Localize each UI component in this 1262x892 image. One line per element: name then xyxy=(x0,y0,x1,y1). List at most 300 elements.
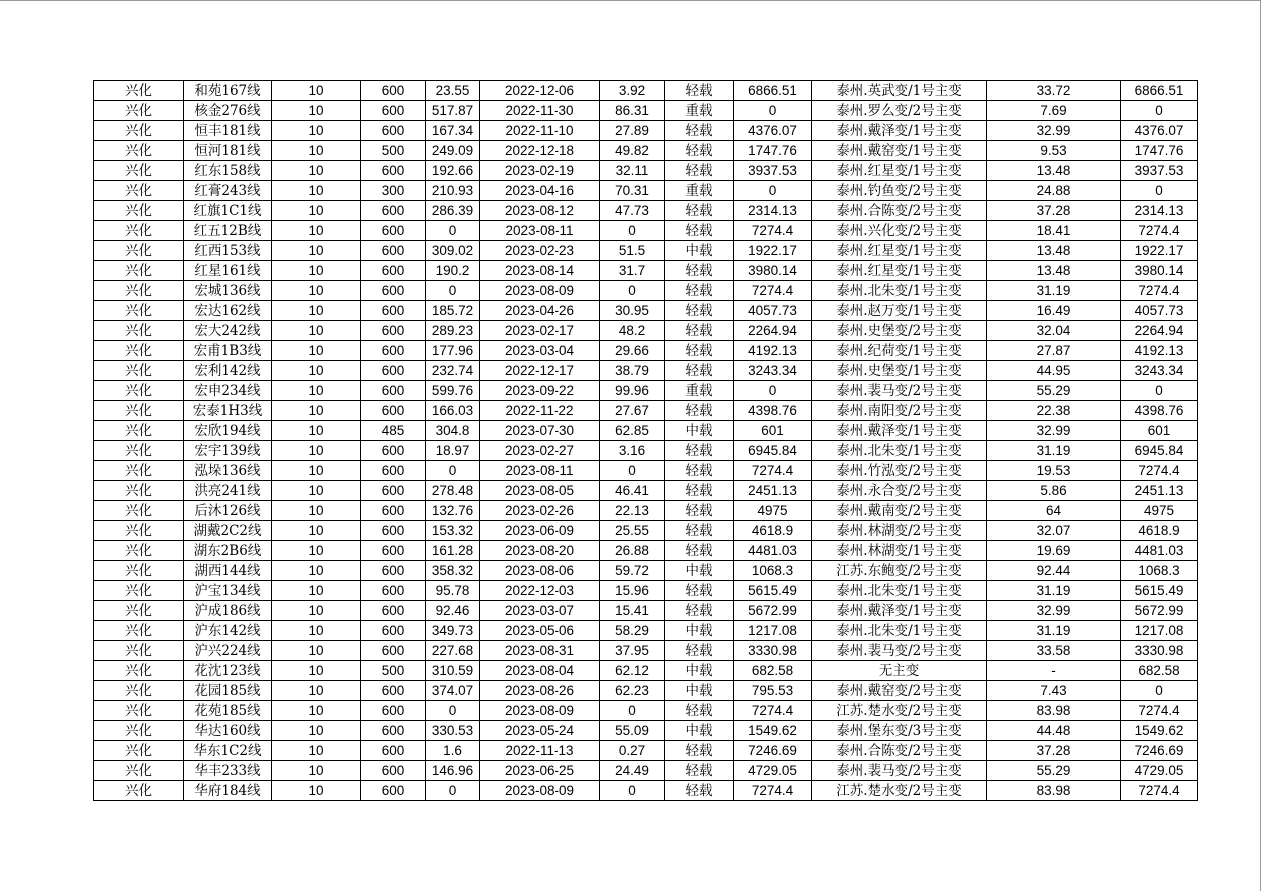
voltage-cell: 10 xyxy=(272,161,361,181)
load-value-cell: 599.76 xyxy=(426,381,480,401)
capacity-cell: 600 xyxy=(361,481,426,501)
transformer-rate-cell: 19.53 xyxy=(987,461,1121,481)
voltage-cell: 10 xyxy=(272,401,361,421)
capacity-cell: 600 xyxy=(361,741,426,761)
region-cell: 兴化 xyxy=(94,461,184,481)
transformer-cell: 泰州.戴南变/2号主变 xyxy=(812,501,987,521)
remaining-capacity-cell: 1217.08 xyxy=(1121,621,1198,641)
line-name-cell: 泓垛136线 xyxy=(184,461,272,481)
load-rate-cell: 27.89 xyxy=(600,121,665,141)
line-name-cell: 红星161线 xyxy=(184,261,272,281)
table-row xyxy=(94,661,1198,681)
region-cell: 兴化 xyxy=(94,341,184,361)
load-rate-cell: 3.92 xyxy=(600,81,665,101)
region-cell: 兴化 xyxy=(94,481,184,501)
available-capacity-cell: 7246.69 xyxy=(734,741,812,761)
capacity-cell: 600 xyxy=(361,281,426,301)
load-status-cell: 轻载 xyxy=(665,601,734,621)
transformer-cell: 泰州.北朱变/1号主变 xyxy=(812,281,987,301)
date-cell: 2023-06-09 xyxy=(480,521,600,541)
load-value-cell: 18.97 xyxy=(426,441,480,461)
transformer-rate-cell: 16.49 xyxy=(987,301,1121,321)
line-name-cell: 华府184线 xyxy=(184,781,272,801)
voltage-cell: 10 xyxy=(272,381,361,401)
remaining-capacity-cell: 5615.49 xyxy=(1121,581,1198,601)
load-status-cell: 重载 xyxy=(665,101,734,121)
load-status-cell: 中载 xyxy=(665,681,734,701)
load-rate-cell: 48.2 xyxy=(600,321,665,341)
date-cell: 2023-02-23 xyxy=(480,241,600,261)
region-cell: 兴化 xyxy=(94,101,184,121)
voltage-cell: 10 xyxy=(272,701,361,721)
date-cell: 2023-04-16 xyxy=(480,181,600,201)
region-cell: 兴化 xyxy=(94,741,184,761)
available-capacity-cell: 682.58 xyxy=(734,661,812,681)
date-cell: 2023-08-26 xyxy=(480,681,600,701)
capacity-cell: 600 xyxy=(361,521,426,541)
load-value-cell: 210.93 xyxy=(426,181,480,201)
available-capacity-cell: 2451.13 xyxy=(734,481,812,501)
capacity-cell: 485 xyxy=(361,421,426,441)
load-status-cell: 轻载 xyxy=(665,401,734,421)
available-capacity-cell: 795.53 xyxy=(734,681,812,701)
voltage-cell: 10 xyxy=(272,341,361,361)
capacity-cell: 600 xyxy=(361,121,426,141)
voltage-cell: 10 xyxy=(272,561,361,581)
capacity-cell: 600 xyxy=(361,721,426,741)
transformer-rate-cell: 27.87 xyxy=(987,341,1121,361)
line-name-cell: 红西153线 xyxy=(184,241,272,261)
load-status-cell: 轻载 xyxy=(665,321,734,341)
remaining-capacity-cell: 3980.14 xyxy=(1121,261,1198,281)
load-status-cell: 轻载 xyxy=(665,441,734,461)
transformer-cell: 泰州.永合变/2号主变 xyxy=(812,481,987,501)
load-status-cell: 轻载 xyxy=(665,581,734,601)
voltage-cell: 10 xyxy=(272,361,361,381)
region-cell: 兴化 xyxy=(94,541,184,561)
transformer-rate-cell: 22.38 xyxy=(987,401,1121,421)
load-value-cell: 23.55 xyxy=(426,81,480,101)
capacity-cell: 300 xyxy=(361,181,426,201)
capacity-cell: 600 xyxy=(361,601,426,621)
remaining-capacity-cell: 3243.34 xyxy=(1121,361,1198,381)
line-name-cell: 后沐126线 xyxy=(184,501,272,521)
load-status-cell: 中载 xyxy=(665,241,734,261)
voltage-cell: 10 xyxy=(272,581,361,601)
load-value-cell: 167.34 xyxy=(426,121,480,141)
voltage-cell: 10 xyxy=(272,261,361,281)
transformer-cell: 泰州.南阳变/2号主变 xyxy=(812,401,987,421)
transformer-cell: 泰州.林湖变/1号主变 xyxy=(812,541,987,561)
available-capacity-cell: 7274.4 xyxy=(734,701,812,721)
load-rate-cell: 22.13 xyxy=(600,501,665,521)
line-name-cell: 华东1C2线 xyxy=(184,741,272,761)
voltage-cell: 10 xyxy=(272,181,361,201)
transformer-rate-cell: 33.58 xyxy=(987,641,1121,661)
capacity-cell: 600 xyxy=(361,321,426,341)
transformer-cell: 江苏.楚水变/2号主变 xyxy=(812,781,987,801)
line-name-cell: 宏大242线 xyxy=(184,321,272,341)
capacity-cell: 600 xyxy=(361,261,426,281)
available-capacity-cell: 1922.17 xyxy=(734,241,812,261)
date-cell: 2023-08-14 xyxy=(480,261,600,281)
load-rate-cell: 99.96 xyxy=(600,381,665,401)
load-rate-cell: 62.85 xyxy=(600,421,665,441)
table-body xyxy=(94,81,1198,801)
remaining-capacity-cell: 1747.76 xyxy=(1121,141,1198,161)
capacity-cell: 600 xyxy=(361,621,426,641)
load-status-cell: 轻载 xyxy=(665,161,734,181)
load-value-cell: 161.28 xyxy=(426,541,480,561)
region-cell: 兴化 xyxy=(94,281,184,301)
load-status-cell: 重载 xyxy=(665,181,734,201)
transformer-cell: 泰州.戴泽变/1号主变 xyxy=(812,121,987,141)
load-rate-cell: 32.11 xyxy=(600,161,665,181)
table-row xyxy=(94,501,1198,521)
voltage-cell: 10 xyxy=(272,721,361,741)
date-cell: 2023-05-24 xyxy=(480,721,600,741)
load-rate-cell: 62.23 xyxy=(600,681,665,701)
remaining-capacity-cell: 0 xyxy=(1121,681,1198,701)
date-cell: 2023-03-07 xyxy=(480,601,600,621)
capacity-cell: 600 xyxy=(361,701,426,721)
load-status-cell: 中载 xyxy=(665,661,734,681)
table-row xyxy=(94,581,1198,601)
available-capacity-cell: 1217.08 xyxy=(734,621,812,641)
load-value-cell: 0 xyxy=(426,281,480,301)
capacity-cell: 600 xyxy=(361,381,426,401)
load-rate-cell: 46.41 xyxy=(600,481,665,501)
table-row xyxy=(94,461,1198,481)
date-cell: 2023-08-04 xyxy=(480,661,600,681)
load-rate-cell: 30.95 xyxy=(600,301,665,321)
line-name-cell: 沪兴224线 xyxy=(184,641,272,661)
load-value-cell: 227.68 xyxy=(426,641,480,661)
capacity-cell: 600 xyxy=(361,441,426,461)
transformer-rate-cell: 37.28 xyxy=(987,201,1121,221)
capacity-cell: 500 xyxy=(361,661,426,681)
load-value-cell: 0 xyxy=(426,781,480,801)
transformer-rate-cell: 7.43 xyxy=(987,681,1121,701)
available-capacity-cell: 7274.4 xyxy=(734,781,812,801)
capacity-cell: 600 xyxy=(361,161,426,181)
voltage-cell: 10 xyxy=(272,141,361,161)
load-value-cell: 289.23 xyxy=(426,321,480,341)
transformer-rate-cell: 83.98 xyxy=(987,781,1121,801)
load-value-cell: 166.03 xyxy=(426,401,480,421)
capacity-cell: 600 xyxy=(361,641,426,661)
transformer-rate-cell: 92.44 xyxy=(987,561,1121,581)
available-capacity-cell: 4618.9 xyxy=(734,521,812,541)
region-cell: 兴化 xyxy=(94,701,184,721)
voltage-cell: 10 xyxy=(272,501,361,521)
transformer-cell: 泰州.红星变/1号主变 xyxy=(812,161,987,181)
voltage-cell: 10 xyxy=(272,421,361,441)
date-cell: 2023-08-20 xyxy=(480,541,600,561)
remaining-capacity-cell: 7274.4 xyxy=(1121,281,1198,301)
load-rate-cell: 0 xyxy=(600,461,665,481)
remaining-capacity-cell: 682.58 xyxy=(1121,661,1198,681)
transformer-cell: 泰州.戴泽变/1号主变 xyxy=(812,421,987,441)
line-name-cell: 宏泰1H3线 xyxy=(184,401,272,421)
capacity-cell: 600 xyxy=(361,221,426,241)
date-cell: 2023-08-05 xyxy=(480,481,600,501)
load-value-cell: 95.78 xyxy=(426,581,480,601)
line-name-cell: 宏申234线 xyxy=(184,381,272,401)
load-status-cell: 轻载 xyxy=(665,141,734,161)
load-rate-cell: 15.96 xyxy=(600,581,665,601)
line-name-cell: 红旗1C1线 xyxy=(184,201,272,221)
transformer-cell: 泰州.兴化变/2号主变 xyxy=(812,221,987,241)
capacity-cell: 600 xyxy=(361,681,426,701)
region-cell: 兴化 xyxy=(94,521,184,541)
load-value-cell: 0 xyxy=(426,701,480,721)
capacity-cell: 600 xyxy=(361,81,426,101)
date-cell: 2023-04-26 xyxy=(480,301,600,321)
remaining-capacity-cell: 4376.07 xyxy=(1121,121,1198,141)
load-rate-cell: 26.88 xyxy=(600,541,665,561)
capacity-cell: 600 xyxy=(361,761,426,781)
table-row xyxy=(94,561,1198,581)
load-rate-cell: 25.55 xyxy=(600,521,665,541)
region-cell: 兴化 xyxy=(94,641,184,661)
available-capacity-cell: 1549.62 xyxy=(734,721,812,741)
remaining-capacity-cell: 7274.4 xyxy=(1121,701,1198,721)
line-name-cell: 宏宇139线 xyxy=(184,441,272,461)
available-capacity-cell: 3980.14 xyxy=(734,261,812,281)
available-capacity-cell: 1747.76 xyxy=(734,141,812,161)
load-status-cell: 轻载 xyxy=(665,261,734,281)
date-cell: 2022-12-18 xyxy=(480,141,600,161)
line-name-cell: 核金276线 xyxy=(184,101,272,121)
capacity-cell: 600 xyxy=(361,461,426,481)
transformer-rate-cell: 24.88 xyxy=(987,181,1121,201)
table-row xyxy=(94,541,1198,561)
transformer-rate-cell: 13.48 xyxy=(987,161,1121,181)
region-cell: 兴化 xyxy=(94,501,184,521)
table-row xyxy=(94,381,1198,401)
available-capacity-cell: 2314.13 xyxy=(734,201,812,221)
available-capacity-cell: 7274.4 xyxy=(734,461,812,481)
remaining-capacity-cell: 4618.9 xyxy=(1121,521,1198,541)
table-row xyxy=(94,261,1198,281)
load-status-cell: 轻载 xyxy=(665,221,734,241)
remaining-capacity-cell: 4398.76 xyxy=(1121,401,1198,421)
transformer-cell: 泰州.裴马变/2号主变 xyxy=(812,641,987,661)
voltage-cell: 10 xyxy=(272,201,361,221)
voltage-cell: 10 xyxy=(272,301,361,321)
table-row xyxy=(94,781,1198,801)
transformer-cell: 泰州.裴马变/2号主变 xyxy=(812,761,987,781)
transformer-rate-cell: 31.19 xyxy=(987,621,1121,641)
date-cell: 2022-12-03 xyxy=(480,581,600,601)
load-value-cell: 185.72 xyxy=(426,301,480,321)
voltage-cell: 10 xyxy=(272,601,361,621)
available-capacity-cell: 1068.3 xyxy=(734,561,812,581)
load-status-cell: 轻载 xyxy=(665,301,734,321)
transformer-cell: 泰州.裴马变/2号主变 xyxy=(812,381,987,401)
line-name-cell: 沪东142线 xyxy=(184,621,272,641)
load-rate-cell: 0 xyxy=(600,701,665,721)
date-cell: 2022-12-17 xyxy=(480,361,600,381)
load-value-cell: 330.53 xyxy=(426,721,480,741)
table-row xyxy=(94,301,1198,321)
table-row xyxy=(94,101,1198,121)
table-row xyxy=(94,741,1198,761)
capacity-cell: 600 xyxy=(361,541,426,561)
transformer-rate-cell: 5.86 xyxy=(987,481,1121,501)
remaining-capacity-cell: 4481.03 xyxy=(1121,541,1198,561)
table-row xyxy=(94,281,1198,301)
transformer-cell: 泰州.戴窑变/1号主变 xyxy=(812,141,987,161)
load-rate-cell: 59.72 xyxy=(600,561,665,581)
region-cell: 兴化 xyxy=(94,221,184,241)
load-status-cell: 轻载 xyxy=(665,121,734,141)
date-cell: 2023-06-25 xyxy=(480,761,600,781)
region-cell: 兴化 xyxy=(94,381,184,401)
region-cell: 兴化 xyxy=(94,161,184,181)
remaining-capacity-cell: 0 xyxy=(1121,101,1198,121)
load-rate-cell: 0 xyxy=(600,281,665,301)
load-value-cell: 304.8 xyxy=(426,421,480,441)
load-value-cell: 286.39 xyxy=(426,201,480,221)
transformer-rate-cell: 44.95 xyxy=(987,361,1121,381)
table-row xyxy=(94,221,1198,241)
load-status-cell: 轻载 xyxy=(665,701,734,721)
available-capacity-cell: 7274.4 xyxy=(734,281,812,301)
remaining-capacity-cell: 601 xyxy=(1121,421,1198,441)
load-status-cell: 轻载 xyxy=(665,281,734,301)
available-capacity-cell: 6945.84 xyxy=(734,441,812,461)
remaining-capacity-cell: 7274.4 xyxy=(1121,461,1198,481)
transformer-cell: 泰州.北朱变/1号主变 xyxy=(812,581,987,601)
load-status-cell: 中载 xyxy=(665,621,734,641)
transformer-cell: 泰州.赵万变/1号主变 xyxy=(812,301,987,321)
available-capacity-cell: 4975 xyxy=(734,501,812,521)
load-value-cell: 278.48 xyxy=(426,481,480,501)
load-status-cell: 轻载 xyxy=(665,201,734,221)
date-cell: 2023-08-11 xyxy=(480,221,600,241)
transformer-rate-cell: 83.98 xyxy=(987,701,1121,721)
transformer-rate-cell: - xyxy=(987,661,1121,681)
transformer-rate-cell: 33.72 xyxy=(987,81,1121,101)
transformer-cell: 泰州.林湖变/2号主变 xyxy=(812,521,987,541)
voltage-cell: 10 xyxy=(272,221,361,241)
region-cell: 兴化 xyxy=(94,581,184,601)
capacity-cell: 600 xyxy=(361,781,426,801)
remaining-capacity-cell: 7274.4 xyxy=(1121,221,1198,241)
transformer-cell: 泰州.史堡变/2号主变 xyxy=(812,321,987,341)
voltage-cell: 10 xyxy=(272,441,361,461)
load-status-cell: 轻载 xyxy=(665,81,734,101)
capacity-cell: 600 xyxy=(361,561,426,581)
remaining-capacity-cell: 7246.69 xyxy=(1121,741,1198,761)
region-cell: 兴化 xyxy=(94,321,184,341)
region-cell: 兴化 xyxy=(94,141,184,161)
load-rate-cell: 0 xyxy=(600,221,665,241)
region-cell: 兴化 xyxy=(94,121,184,141)
transformer-rate-cell: 7.69 xyxy=(987,101,1121,121)
line-name-cell: 华丰233线 xyxy=(184,761,272,781)
load-rate-cell: 47.73 xyxy=(600,201,665,221)
load-value-cell: 177.96 xyxy=(426,341,480,361)
transformer-rate-cell: 31.19 xyxy=(987,441,1121,461)
load-status-cell: 轻载 xyxy=(665,741,734,761)
date-cell: 2023-09-22 xyxy=(480,381,600,401)
transformer-cell: 泰州.英武变/1号主变 xyxy=(812,81,987,101)
region-cell: 兴化 xyxy=(94,181,184,201)
table-row xyxy=(94,641,1198,661)
transformer-rate-cell: 32.99 xyxy=(987,601,1121,621)
table-row xyxy=(94,721,1198,741)
remaining-capacity-cell: 4192.13 xyxy=(1121,341,1198,361)
table-row xyxy=(94,521,1198,541)
table-row xyxy=(94,161,1198,181)
load-rate-cell: 55.09 xyxy=(600,721,665,741)
capacity-cell: 600 xyxy=(361,361,426,381)
region-cell: 兴化 xyxy=(94,401,184,421)
date-cell: 2023-08-12 xyxy=(480,201,600,221)
remaining-capacity-cell: 1068.3 xyxy=(1121,561,1198,581)
line-name-cell: 沪成186线 xyxy=(184,601,272,621)
line-name-cell: 恒河181线 xyxy=(184,141,272,161)
table-row xyxy=(94,601,1198,621)
data-table xyxy=(93,80,1198,801)
available-capacity-cell: 5615.49 xyxy=(734,581,812,601)
line-name-cell: 和苑167线 xyxy=(184,81,272,101)
remaining-capacity-cell: 3937.53 xyxy=(1121,161,1198,181)
load-rate-cell: 0.27 xyxy=(600,741,665,761)
region-cell: 兴化 xyxy=(94,621,184,641)
transformer-cell: 泰州.堡东变/3号主变 xyxy=(812,721,987,741)
voltage-cell: 10 xyxy=(272,641,361,661)
load-rate-cell: 27.67 xyxy=(600,401,665,421)
load-value-cell: 132.76 xyxy=(426,501,480,521)
date-cell: 2023-05-06 xyxy=(480,621,600,641)
available-capacity-cell: 3243.34 xyxy=(734,361,812,381)
voltage-cell: 10 xyxy=(272,621,361,641)
voltage-cell: 10 xyxy=(272,461,361,481)
remaining-capacity-cell: 7274.4 xyxy=(1121,781,1198,801)
line-name-cell: 花沈123线 xyxy=(184,661,272,681)
load-rate-cell: 31.7 xyxy=(600,261,665,281)
available-capacity-cell: 2264.94 xyxy=(734,321,812,341)
line-name-cell: 沪宝134线 xyxy=(184,581,272,601)
transformer-cell: 泰州.北朱变/1号主变 xyxy=(812,441,987,461)
line-name-cell: 花园185线 xyxy=(184,681,272,701)
line-name-cell: 花苑185线 xyxy=(184,701,272,721)
date-cell: 2022-11-10 xyxy=(480,121,600,141)
load-status-cell: 中载 xyxy=(665,421,734,441)
transformer-rate-cell: 9.53 xyxy=(987,141,1121,161)
load-value-cell: 146.96 xyxy=(426,761,480,781)
transformer-cell: 泰州.罗么变/2号主变 xyxy=(812,101,987,121)
transformer-rate-cell: 18.41 xyxy=(987,221,1121,241)
voltage-cell: 10 xyxy=(272,241,361,261)
region-cell: 兴化 xyxy=(94,201,184,221)
remaining-capacity-cell: 0 xyxy=(1121,381,1198,401)
load-status-cell: 轻载 xyxy=(665,781,734,801)
line-name-cell: 宏欣194线 xyxy=(184,421,272,441)
table-row xyxy=(94,81,1198,101)
available-capacity-cell: 0 xyxy=(734,101,812,121)
load-rate-cell: 49.82 xyxy=(600,141,665,161)
transformer-cell: 泰州.红星变/1号主变 xyxy=(812,261,987,281)
transformer-cell: 江苏.楚水变/2号主变 xyxy=(812,701,987,721)
table-row xyxy=(94,681,1198,701)
region-cell: 兴化 xyxy=(94,781,184,801)
voltage-cell: 10 xyxy=(272,481,361,501)
